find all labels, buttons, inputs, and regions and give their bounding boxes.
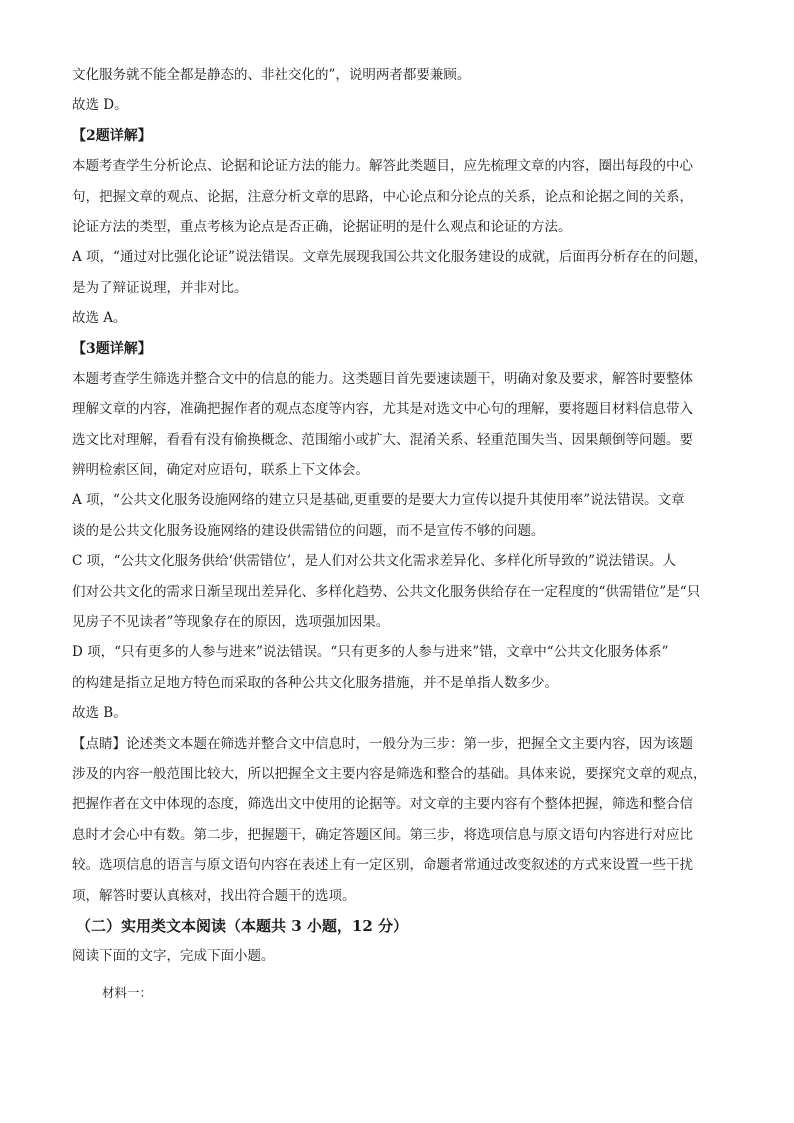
q2-option-a-line-2: 是为了辩证说理，并非对比。 — [72, 279, 248, 296]
tip-line-4: 息时才会心中有数。第二步，把握题干，确定答题区间。第三步，将选项信息与原文语句内容进行对应比 — [72, 826, 693, 843]
q3-option-d-line-1: D 项，“只有更多的人参与进来”说法错误。“只有更多的人参与进来”错，文章中“公共文化服务体系” — [72, 644, 669, 661]
answer-choice-2: 故选 A。 — [72, 310, 127, 327]
section-title: （二）实用类文本阅读（本题共 3 小题，12 分） — [76, 916, 408, 935]
q2-explanation-line-1: 本题考查学生分析论点、论据和论证方法的能力。解答此类题目，应先梳理文章的内容，圈出每段的中心 — [72, 158, 693, 175]
question-3-heading: 【3题详解】 — [72, 340, 152, 357]
q2-option-a-line-1: A 项，“通过对比强化论证”说法错误。文章先展现我国公共文化服务建设的成就，后面再分析存在的问题， — [72, 249, 708, 266]
answer-choice-3: 故选 B。 — [72, 705, 127, 722]
q3-option-c-line-2: 们对公共文化的需求日渐呈现出差异化、多样化趋势、公共文化服务供给存在一定程度的“供需错位”是“只 — [72, 583, 701, 600]
q3-option-c-line-1: C 项，“公共文化服务供给‘供需错位’，是人们对公共文化需求差异化、多样化所导致的”说法错误。人 — [72, 553, 677, 570]
q3-explanation-line-3: 选文比对理解，看看有没有偷换概念、范围缩小或扩大、混淆关系、轻重范围失当、因果颠倒等问题。要 — [72, 431, 693, 448]
answer-choice-1: 故选 D。 — [72, 97, 128, 114]
q2-explanation-line-2: 句，把握文章的观点、论据，注意分析文章的思路，中心论点和分论点的关系，论点和论据之间的关系， — [72, 188, 693, 205]
question-2-heading: 【2题详解】 — [72, 127, 152, 144]
tip-line-5: 较。选项信息的语言与原文语句内容在表述上有一定区别，命题者常通过改变叙述的方式来设置一些干扰 — [72, 857, 693, 874]
q3-option-a-line-2: 谈的是公共文化服务设施网络的建设供需错位的问题，而不是宣传不够的问题。 — [72, 522, 545, 539]
tip-line-3: 把握作者在文中体现的态度，筛选出文中使用的论据等。对文章的主要内容有个整体把握，筛选和整合信 — [72, 796, 693, 813]
tip-line-2: 涉及的内容一般范围比较大，所以把握全文主要内容是筛选和整合的基础。具体来说，要探究文章的观点， — [72, 765, 707, 782]
q3-explanation-line-1: 本题考查学生筛选并整合文中的信息的能力。这类题目首先要速读题干，明确对象及要求，解答时要整体 — [72, 370, 693, 387]
tip-line-6: 项，解答时要认真核对，找出符合题干的选项。 — [72, 887, 356, 904]
q3-explanation-line-4: 辨明检索区间，确定对应语句，联系上下文体会。 — [72, 462, 369, 479]
answer-conclusion-line: 文化服务就不能全都是静态的、非社交化的”，说明两者都要兼顾。 — [72, 67, 471, 83]
tip-line-1: 【点睛】论述类文本题在筛选并整合文中信息时，一般分为三步：第一步，把握全文主要内容，因为该题 — [72, 735, 693, 752]
q3-option-c-line-3: 见房子不见读者”等现象存在的原因，选项强加因果。 — [72, 614, 390, 631]
material-label: 材料一： — [102, 984, 153, 1000]
reading-instruction: 阅读下面的文字，完成下面小题。 — [72, 948, 275, 965]
q3-explanation-line-2: 理解文章的内容，准确把握作者的观点态度等内容，尤其是对选文中心句的理解，要将题目材料信息带入 — [72, 401, 693, 418]
q2-explanation-line-3: 论证方法的类型，重点考核为论点是否正确，论据证明的是什么观点和论证的方法。 — [72, 218, 572, 235]
q3-option-d-line-2: 的构建是指立足地方特色而采取的各种公共文化服务措施，并不是单指人数多少。 — [72, 674, 558, 691]
document-page — [72, 60, 736, 1008]
q3-option-a-line-1: A 项，“公共文化服务设施网络的建立只是基础,更重要的是要大力宣传以提升其使用率”说法错误。文章 — [72, 492, 685, 509]
